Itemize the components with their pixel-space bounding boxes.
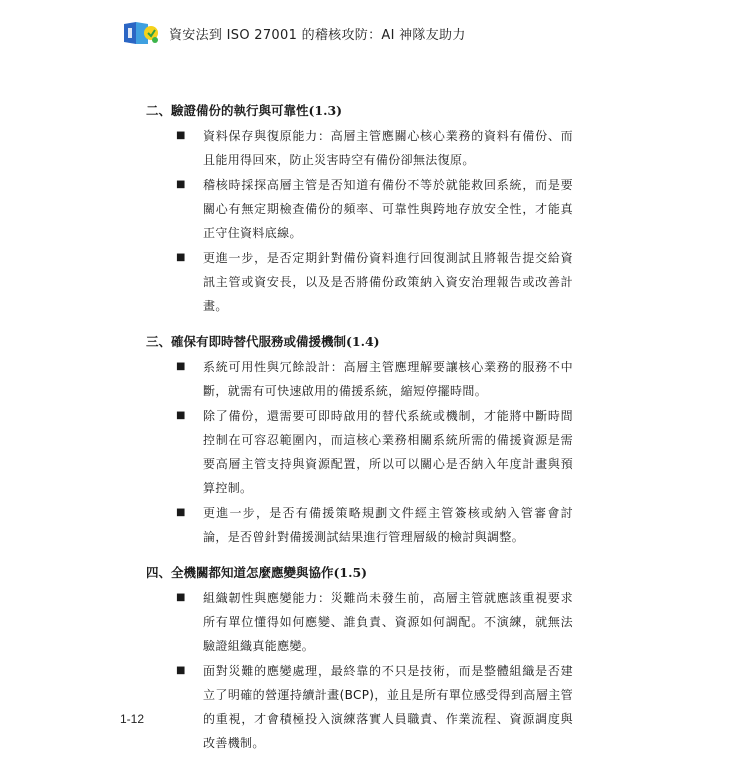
section-heading xyxy=(146,332,586,352)
section-heading-text: 三、確保有即時替代服務或備援機制 xyxy=(146,334,347,349)
square-bullet-icon: ■ xyxy=(176,592,186,603)
book-logo-icon xyxy=(122,18,160,48)
section-backup-verification xyxy=(146,101,586,318)
page-header xyxy=(122,18,466,48)
book-title: 資安法到 ISO 27001 的稽核攻防：AI 神隊友助力 xyxy=(169,27,466,43)
list-item xyxy=(176,586,586,658)
list-item xyxy=(176,355,586,403)
section-heading-ref: (1.3) xyxy=(308,103,343,118)
list-item xyxy=(176,404,586,500)
square-bullet-icon: ■ xyxy=(176,179,186,190)
section-heading-text: 二、驗證備份的執行與可靠性 xyxy=(146,103,309,118)
list-item-text: 資料保存與復原能力：高層主管應關心核心業務的資料有備份、而且能用得回來，防止災害時空有備份卻無法復原。 xyxy=(203,129,573,167)
square-bullet-icon: ■ xyxy=(176,410,186,421)
list-item-text: 組織韌性與應變能力：災難尚未發生前，高層主管就應該重視要求所有單位懂得如何應變、誰負責、資源如何調配。不演練，就無法驗證組織真能應變。 xyxy=(203,591,573,653)
section-heading xyxy=(146,101,586,121)
square-bullet-icon: ■ xyxy=(176,252,186,263)
square-bullet-icon: ■ xyxy=(176,361,186,372)
list-item-text: 稽核時採探高層主管是否知道有備份不等於就能救回系統，而是要關心有無定期檢查備份的頻率、可靠性與跨地存放安全性，才能真正守住資料底線。 xyxy=(203,178,573,240)
list-item xyxy=(176,246,586,318)
list-item xyxy=(176,173,586,245)
section-heading-ref: (1.5) xyxy=(333,565,368,580)
list-item-text: 更進一步，是否定期針對備份資料進行回復測試且將報告提交給資訊主管或資安長，以及是否將備份政策納入資安治理報告或改善計畫。 xyxy=(203,251,573,313)
list-item xyxy=(176,659,586,755)
page-number: 1-12 xyxy=(120,712,145,726)
section-heading-ref: (1.4) xyxy=(346,334,380,349)
list-item-text: 更進一步，是否有備援策略規劃文件經主管簽核或納入管審會討論，是否曾針對備援測試結果進行管理層級的檢討與調整。 xyxy=(203,506,573,544)
square-bullet-icon: ■ xyxy=(176,665,186,676)
list-item xyxy=(176,501,586,549)
square-bullet-icon: ■ xyxy=(176,507,186,518)
list-item-text: 系統可用性與冗餘設計：高層主管應理解要讓核心業務的服務不中斷，就需有可快速啟用的備援系統，縮短停擺時間。 xyxy=(203,360,573,398)
list-item xyxy=(176,124,586,172)
section-heading-text: 四、全機關都知道怎麼應變與協作 xyxy=(146,565,334,580)
section-backup-services xyxy=(146,332,586,549)
list-item-text: 除了備份，還需要可即時啟用的替代系統或機制，才能將中斷時間控制在可容忍範圍內，而這核心業務相關系統所需的備援資源是需要高層主管支持與資源配置，所以可以關心是否納入年度計畫與預算控制。 xyxy=(203,409,573,495)
section-heading xyxy=(146,563,586,583)
document-body xyxy=(146,101,586,769)
section-organization-response xyxy=(146,563,586,755)
list-item-text: 面對災難的應變處理，最終靠的不只是技術，而是整體組織是否建立了明確的營運持續計畫(BCP)，並且是所有單位感受得到高層主管的重視，才會積極投入演練落實人員職責、作業流程、資源調度與改善機制。 xyxy=(203,664,573,750)
square-bullet-icon: ■ xyxy=(176,130,186,141)
